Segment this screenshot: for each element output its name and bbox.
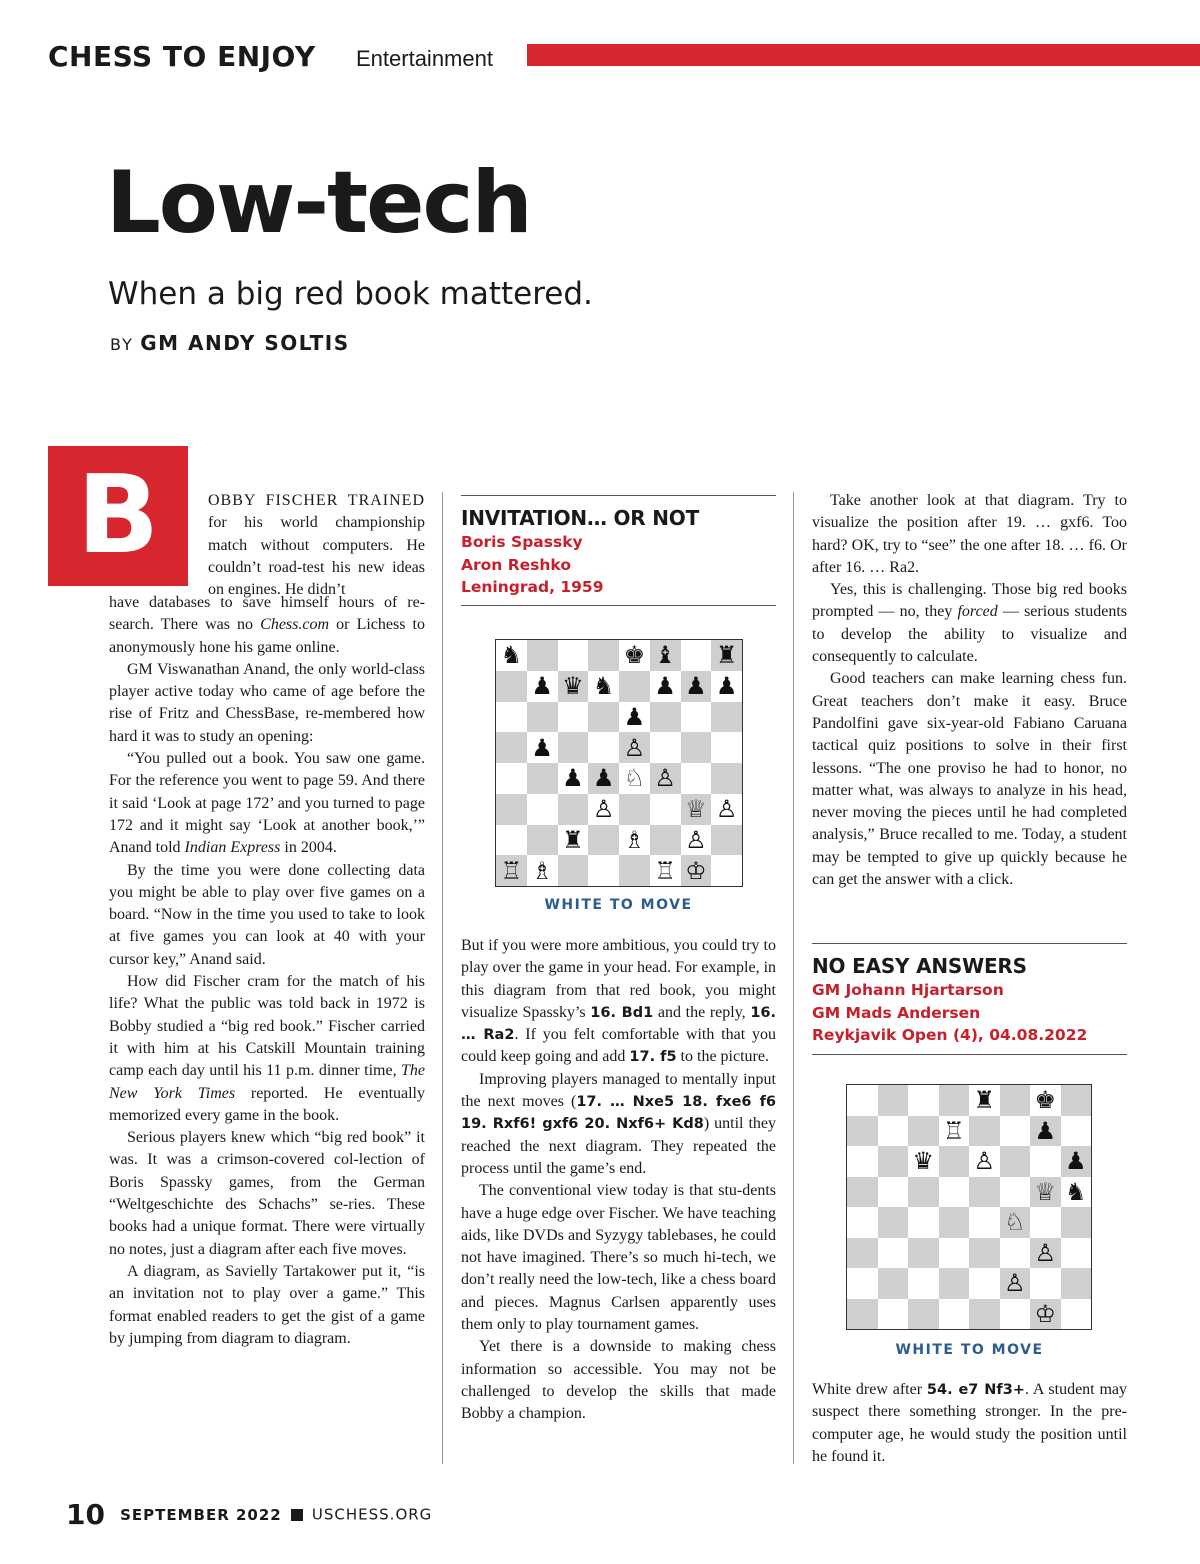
column-2	[461, 935, 776, 1426]
board-square	[650, 702, 681, 733]
board-square	[496, 855, 527, 886]
white-pawn-icon: ♙	[623, 733, 646, 762]
white-pawn-icon: ♙	[1034, 1238, 1056, 1267]
board-square	[878, 1299, 909, 1330]
board-square	[908, 1085, 939, 1116]
paragraph: The conventional view today is that stu-dents have a huge edge over Fischer. We have teaching aids, like DVDs and Syzygy tablebases, he could not have imagined. There’s so much hi-tech, we don’t really need the low-tech, like a chess board and pieces. Magnus Carlsen apparently uses them only to play tournament games.	[461, 1182, 776, 1334]
board-square	[619, 702, 650, 733]
board-square	[969, 1146, 1000, 1177]
paragraph: GM Viswanathan Anand, the only world-class player active today who came of age before the rise of Fritz and ChessBase, re-membered how hard it was to study an opening:	[109, 660, 425, 745]
board-square	[1061, 1146, 1092, 1177]
board-square	[847, 1268, 878, 1299]
board-square	[619, 671, 650, 702]
board-square	[969, 1207, 1000, 1238]
board-square	[969, 1116, 1000, 1147]
board-square	[681, 640, 712, 671]
black-bishop-icon: ♝	[654, 641, 676, 670]
paragraph: “You pulled out a book. You saw one game. For the reference you went to page 59. And there it said ‘Look at page 172’ and you turned to page 172 and it might say ‘Look at another book,’” Anand told Indian Express in 2004.	[109, 750, 425, 857]
board-square	[908, 1116, 939, 1147]
lead-caps: OBBY FISCHER TRAINED	[208, 492, 425, 509]
black-pawn-icon: ♟	[1064, 1147, 1087, 1176]
board-square	[1030, 1207, 1061, 1238]
board-square	[650, 763, 681, 794]
diagram-2-caption: WHITE TO MOVE	[895, 1342, 1044, 1358]
board-square	[650, 671, 681, 702]
board-square	[711, 671, 742, 702]
white-pawn-icon: ♙	[654, 764, 676, 793]
board-square	[711, 825, 742, 856]
board-square	[939, 1207, 970, 1238]
board-square	[1061, 1116, 1092, 1147]
black-rook-icon: ♜	[973, 1086, 995, 1115]
paragraph: White drew after 54. e7 Nf3+. A student may suspect there something stronger. In the pre-computer age, he would study the position until he found it.	[812, 1381, 1128, 1465]
black-player: Aron Reshko	[461, 555, 571, 574]
drop-cap: B	[48, 446, 188, 586]
board-square	[1000, 1268, 1031, 1299]
white-king-icon: ♔	[685, 856, 707, 885]
column-3	[812, 490, 1127, 891]
diagram-1-caption: WHITE TO MOVE	[544, 897, 693, 913]
black-knight-icon: ♞	[592, 672, 615, 701]
white-pawn-icon: ♙	[715, 795, 738, 824]
board-square	[588, 640, 619, 671]
byline-prefix: BY	[110, 335, 134, 354]
board-square	[878, 1116, 909, 1147]
black-knight-icon: ♞	[1064, 1177, 1087, 1206]
board-square	[681, 825, 712, 856]
board-square	[681, 763, 712, 794]
event: Reykjavik Open (4), 04.08.2022	[812, 1026, 1088, 1044]
board-square	[496, 763, 527, 794]
board-square	[1000, 1177, 1031, 1208]
board-square	[711, 640, 742, 671]
board-square	[939, 1116, 970, 1147]
box-rule-top	[812, 943, 1127, 944]
board-square	[619, 640, 650, 671]
board-square	[939, 1146, 970, 1177]
board-square	[527, 732, 558, 763]
board-square	[558, 825, 589, 856]
board-square	[1061, 1207, 1092, 1238]
board-square	[878, 1177, 909, 1208]
board-square	[908, 1299, 939, 1330]
white-pawn-icon: ♙	[973, 1147, 995, 1176]
magazine-section-title: CHESS TO ENJOY	[48, 40, 316, 73]
board-square	[711, 855, 742, 886]
header-accent-bar	[527, 44, 1200, 66]
board-square	[1000, 1207, 1031, 1238]
board-square	[969, 1085, 1000, 1116]
board-square	[650, 825, 681, 856]
board-square	[588, 855, 619, 886]
box1-title: INVITATION… OR NOT	[461, 506, 700, 530]
black-pawn-icon: ♟	[531, 672, 553, 701]
board-square	[588, 825, 619, 856]
board-square	[847, 1177, 878, 1208]
board-square	[588, 763, 619, 794]
board-square	[650, 732, 681, 763]
page-number: 10	[66, 1498, 105, 1531]
board-square	[1030, 1177, 1061, 1208]
board-square	[527, 640, 558, 671]
website: USCHESS.ORG	[311, 1505, 433, 1524]
board-square	[496, 825, 527, 856]
board-square	[711, 702, 742, 733]
board-square	[681, 702, 712, 733]
white-player: Boris Spassky	[461, 533, 583, 551]
chess-diagram-1	[495, 639, 743, 887]
box1-game-info	[461, 531, 604, 599]
board-square	[908, 1146, 939, 1177]
section-label: Entertainment	[356, 46, 493, 71]
board-square	[496, 702, 527, 733]
board-square	[496, 732, 527, 763]
white-pawn-icon: ♙	[592, 795, 615, 824]
board-square	[619, 763, 650, 794]
black-player: GM Mads Andersen	[812, 1003, 981, 1022]
board-square	[558, 640, 589, 671]
board-square	[588, 732, 619, 763]
article-title: Low-tech	[106, 153, 531, 253]
board-square	[939, 1299, 970, 1330]
box-rule-bottom	[812, 1054, 1127, 1055]
black-queen-icon: ♛	[562, 672, 584, 701]
paragraph: By the time you were done collecting data you might be able to play over five games on a board. “Now in the time you used to take to look at five games you can look at 40 with your cursor key,” Anand said.	[109, 861, 425, 968]
column-1	[109, 592, 425, 1350]
board-square	[878, 1238, 909, 1269]
board-square	[939, 1177, 970, 1208]
board-square	[681, 855, 712, 886]
board-square	[908, 1177, 939, 1208]
paragraph: A diagram, as Savielly Tartakower put it, “is an invitation not to play over a game.” This format enabled readers to get the gist of a game by jumping from diagram to diagram.	[109, 1262, 425, 1347]
black-knight-icon: ♞	[500, 641, 523, 670]
white-king-icon: ♔	[1034, 1299, 1056, 1328]
board-square	[588, 671, 619, 702]
white-queen-icon: ♕	[685, 795, 707, 824]
board-square	[878, 1207, 909, 1238]
black-pawn-icon: ♟	[685, 672, 707, 701]
page-footer	[66, 1498, 432, 1531]
white-player: GM Johann Hjartarson	[812, 981, 1004, 999]
paragraph: But if you were more ambitious, you could try to play over the game in your head. For example, in this diagram from that red book, you might visualize Spassky’s 16. Bd1 and the reply, 16. … Ra2. If you felt comfortable with that you could keep going and add 17. f5 to the picture.	[461, 937, 777, 1066]
board-square	[527, 855, 558, 886]
board-square	[847, 1238, 878, 1269]
board-square	[908, 1268, 939, 1299]
board-square	[650, 640, 681, 671]
white-knight-icon: ♘	[623, 764, 646, 793]
black-pawn-icon: ♟	[623, 702, 646, 731]
black-pawn-icon: ♟	[531, 733, 553, 762]
white-queen-icon: ♕	[1034, 1177, 1056, 1206]
board-square	[619, 825, 650, 856]
board-square	[527, 794, 558, 825]
board-square	[878, 1085, 909, 1116]
white-rook-icon: ♖	[654, 856, 676, 885]
board-square	[969, 1299, 1000, 1330]
board-square	[650, 855, 681, 886]
board-square	[1061, 1299, 1092, 1330]
board-square	[711, 763, 742, 794]
column-divider	[793, 492, 794, 1464]
black-queen-icon: ♛	[912, 1147, 934, 1176]
chess-diagram-2	[846, 1084, 1092, 1330]
board-square	[847, 1085, 878, 1116]
board-square	[681, 794, 712, 825]
board-square	[847, 1299, 878, 1330]
board-square	[1061, 1085, 1092, 1116]
board-square	[496, 794, 527, 825]
board-square	[1030, 1299, 1061, 1330]
board-square	[558, 763, 589, 794]
board-square	[527, 671, 558, 702]
board-square	[588, 702, 619, 733]
white-rook-icon: ♖	[500, 856, 523, 885]
black-pawn-icon: ♟	[1034, 1116, 1056, 1145]
paragraph: Yes, this is challenging. Those big red books prompted — no, they forced — serious students to develop the ability to visualize and consequently to calculate.	[812, 581, 1127, 666]
lead-paragraph	[208, 490, 425, 601]
board-square	[1030, 1116, 1061, 1147]
board-square	[619, 794, 650, 825]
board-square	[1061, 1268, 1092, 1299]
lead-text: for his world championship match without computers. He couldn’t road-test his new ideas on engines. He didn’t	[208, 514, 425, 599]
white-bishop-icon: ♗	[531, 856, 553, 885]
paragraph: Improving players managed to mentally input the next moves (17. … Nxe5 18. fxe6 f6 19. Rxf6! gxf6 20. Nxf6+ Kd8) until they reached the next diagram. They repeated the process until the game’s end.	[461, 1070, 776, 1177]
board-square	[619, 732, 650, 763]
board-square	[1000, 1146, 1031, 1177]
board-square	[1000, 1085, 1031, 1116]
box-rule-top	[461, 495, 776, 496]
board-square	[527, 702, 558, 733]
board-square	[1000, 1116, 1031, 1147]
board-square	[939, 1268, 970, 1299]
board-square	[939, 1085, 970, 1116]
issue-date: SEPTEMBER 2022	[120, 1505, 282, 1524]
board-square	[588, 794, 619, 825]
board-square	[496, 671, 527, 702]
black-pawn-icon: ♟	[592, 764, 615, 793]
board-square	[847, 1116, 878, 1147]
black-king-icon: ♚	[623, 641, 646, 670]
paragraph: have databases to save himself hours of re-search. There was no Chess.com or Lichess to anonymously hone his game online.	[109, 594, 425, 656]
paragraph: Good teachers can make learning chess fun. Great teachers don’t make it easy. Bruce Pandolfini gave six-year-old Fabiano Caruana tactical quiz positions to solve in their first lessons. “The one proviso he had to honor, no matter what, was always to analyze in his head, never moving the pieces until he had completed analysis,” Bruce recalled to me. Today, a student may be tempted to give up quickly because he can get the answer with a click.	[812, 670, 1127, 889]
board-square	[969, 1238, 1000, 1269]
board-square	[1061, 1177, 1092, 1208]
white-pawn-icon: ♙	[1003, 1269, 1026, 1298]
black-pawn-icon: ♟	[715, 672, 738, 701]
board-square	[558, 855, 589, 886]
white-knight-icon: ♘	[1003, 1208, 1026, 1237]
column-3-end	[812, 1379, 1127, 1468]
black-pawn-icon: ♟	[562, 764, 584, 793]
board-square	[527, 763, 558, 794]
board-square	[619, 855, 650, 886]
byline	[110, 331, 350, 355]
box2-title: NO EASY ANSWERS	[812, 954, 1027, 978]
board-square	[878, 1146, 909, 1177]
column-divider	[442, 492, 443, 1464]
board-square	[969, 1177, 1000, 1208]
white-rook-icon: ♖	[942, 1116, 965, 1145]
board-square	[1030, 1146, 1061, 1177]
paragraph: Yet there is a downside to making chess information so accessible. You may not be challenged to develop the skills that made Bobby a champion.	[461, 1338, 776, 1423]
separator-square-icon	[291, 1509, 303, 1521]
box-rule-bottom	[461, 605, 776, 606]
board-square	[527, 825, 558, 856]
article-subtitle: When a big red book mattered.	[108, 276, 593, 312]
board-square	[681, 671, 712, 702]
board-square	[1000, 1238, 1031, 1269]
white-bishop-icon: ♗	[623, 825, 646, 854]
paragraph: How did Fischer cram for the match of his life? What the public was told back in 1972 is Bobby studied a “big red book.” Fischer carried it with him at his Catskill Mountain training camp each day until his 11 p.m. dinner time, The New York Times reported. He eventually memorized every game in the book.	[109, 973, 426, 1124]
author-name: GM ANDY SOLTIS	[140, 331, 350, 355]
board-square	[681, 732, 712, 763]
board-square	[1061, 1238, 1092, 1269]
board-square	[1030, 1268, 1061, 1299]
black-king-icon: ♚	[1034, 1086, 1056, 1115]
paragraph: Serious players knew which “big red book” it was. It was a crimson-covered col-lection of Boris Spassky games, from the German “Weltgeschichte des Schachs” se-ries. These books had a unique format. There were virtually no notes, just a diagram after each five moves.	[109, 1129, 425, 1258]
board-square	[558, 794, 589, 825]
board-square	[908, 1207, 939, 1238]
board-square	[711, 794, 742, 825]
board-square	[558, 732, 589, 763]
board-square	[558, 671, 589, 702]
white-pawn-icon: ♙	[685, 825, 707, 854]
event: Leningrad, 1959	[461, 578, 604, 596]
box2-game-info	[812, 979, 1087, 1047]
board-square	[847, 1146, 878, 1177]
board-square	[650, 794, 681, 825]
board-square	[1000, 1299, 1031, 1330]
board-square	[1030, 1238, 1061, 1269]
board-square	[939, 1238, 970, 1269]
board-square	[558, 702, 589, 733]
black-pawn-icon: ♟	[654, 672, 676, 701]
black-rook-icon: ♜	[715, 641, 738, 670]
board-square	[908, 1238, 939, 1269]
board-square	[878, 1268, 909, 1299]
board-square	[496, 640, 527, 671]
board-square	[1030, 1085, 1061, 1116]
board-square	[847, 1207, 878, 1238]
board-square	[711, 732, 742, 763]
paragraph: Take another look at that diagram. Try to visualize the position after 19. … gxf6. Too hard? OK, try to “see” the one after 18. … f6. Or after 16. … Ra2.	[812, 492, 1127, 576]
board-square	[969, 1268, 1000, 1299]
black-rook-icon: ♜	[562, 825, 584, 854]
